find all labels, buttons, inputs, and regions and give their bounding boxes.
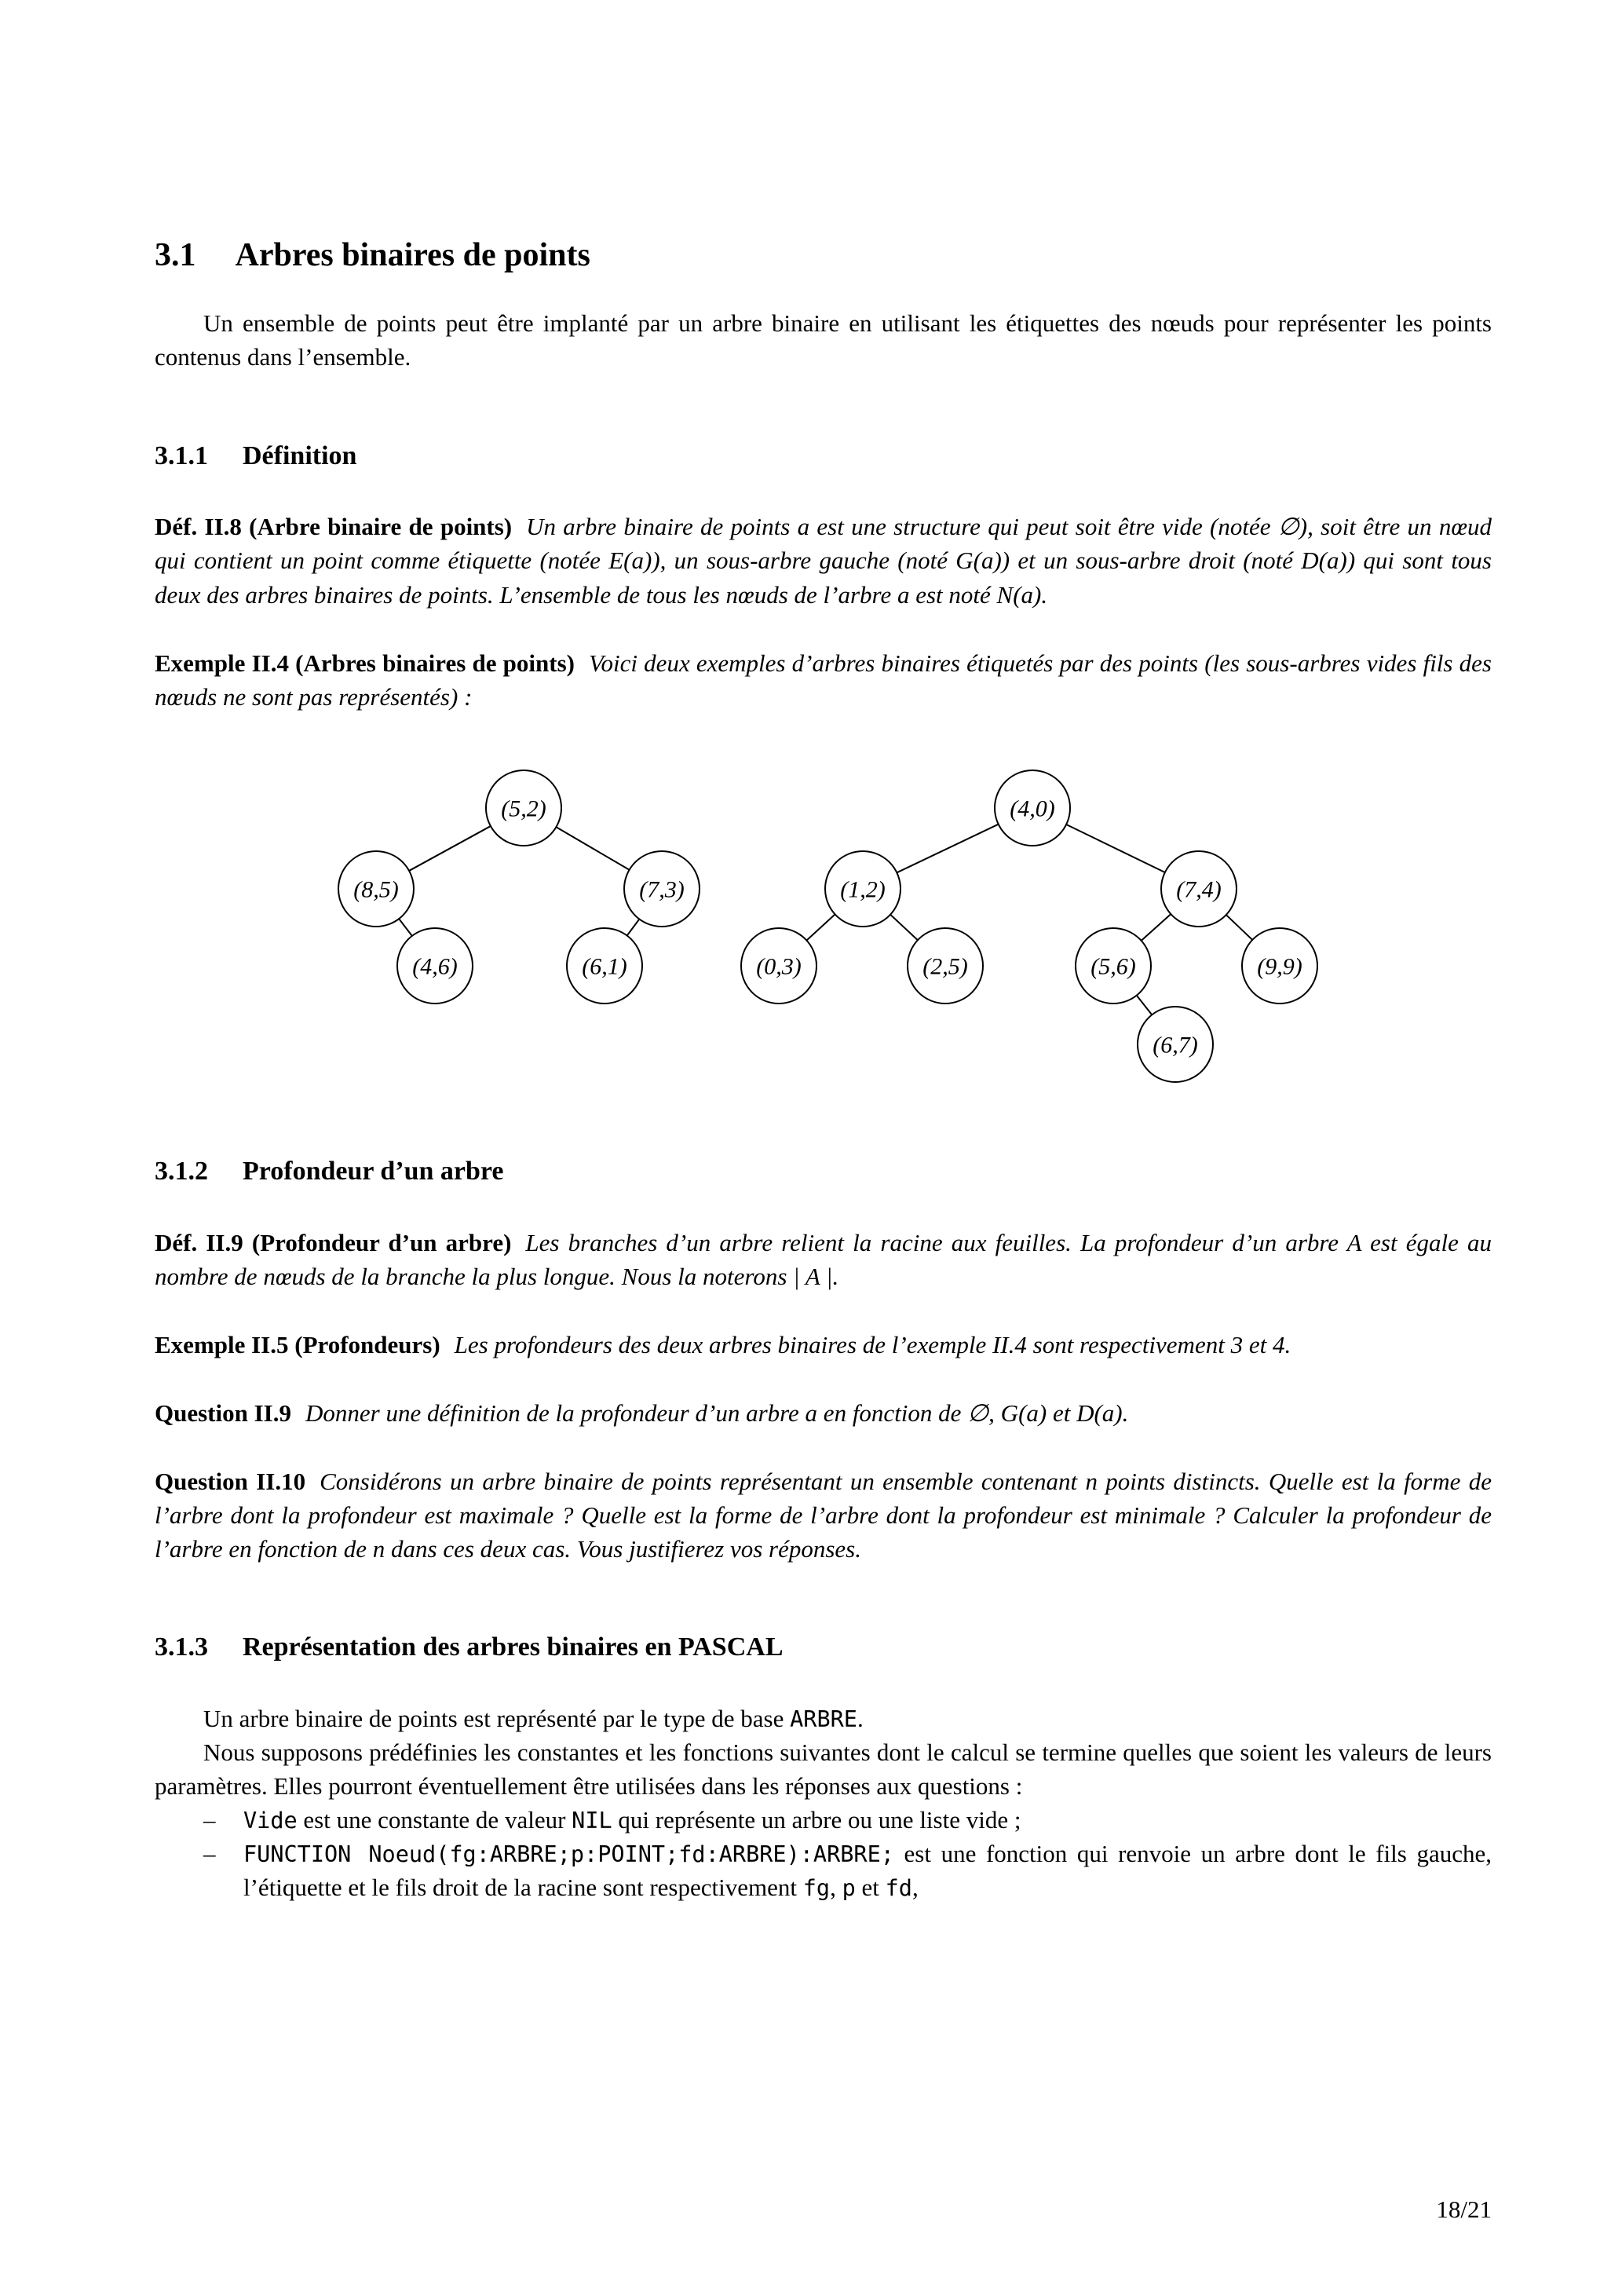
text-run: Exemple II.4 (Arbres binaires de points) [155, 649, 575, 677]
text-run: est une fonction qui renvoie un arbre dont le fils gauche, l’étiquette et le fils droit de la racine sont respectivement [243, 1840, 1492, 1902]
tree-edge [409, 826, 491, 871]
text-run: p [842, 1875, 856, 1902]
binary-tree-2 [741, 770, 1317, 1082]
tree-node-(4,0) [995, 770, 1070, 846]
definition-ii8-paragraph [155, 510, 1492, 611]
tree-edge [1066, 824, 1165, 872]
text-run: Vide [243, 1808, 298, 1834]
subsection-title: Représentation des arbres binaires en PASCAL [243, 1632, 784, 1662]
tree-node-label: (6,1) [582, 953, 627, 980]
text-run: , [830, 1874, 842, 1902]
tree-node-(5,6) [1076, 928, 1151, 1004]
list-item-text [243, 1840, 1492, 1901]
tree-node-label: (0,3) [756, 953, 802, 980]
tree-node-label: (7,4) [1176, 876, 1222, 903]
tree-node-label: (8,5) [353, 876, 399, 903]
section-title: Arbres binaires de points [235, 237, 590, 273]
list-dash-marker: – [203, 1840, 216, 1868]
tree-node-(5,2) [486, 770, 561, 846]
tree-edge [399, 919, 412, 936]
text-run: Question II.9 [155, 1398, 291, 1427]
binary-trees-diagram [155, 764, 1492, 1090]
tree-node-(1,2) [825, 851, 901, 927]
tree-edge [806, 914, 835, 940]
tree-node-label: (5,6) [1090, 953, 1136, 980]
text-run: Les branches d’un arbre relient la racine aux feuilles. La profondeur d’un arbre A est égale au nombre de nœuds de la branche la plus longue. Nous la noterons | A |. [155, 1228, 1492, 1290]
pascal-list-item-1 [155, 1803, 1492, 1837]
text-run: Déf. II.9 (Profondeur d’un arbre) [155, 1228, 512, 1256]
tree-node-label: (4,6) [412, 953, 458, 980]
text-run: Un arbre binaire de points est représenté par le type de base [203, 1704, 791, 1732]
tree-edge [890, 914, 918, 939]
tree-node-label: (1,2) [840, 876, 886, 903]
tree-edge [627, 919, 640, 935]
tree-node-(9,9) [1242, 928, 1317, 1004]
pascal-predefined-list [155, 1803, 1492, 1904]
text-run: , [911, 1874, 919, 1902]
example-ii4-paragraph [155, 646, 1492, 714]
tree-edge [1137, 995, 1152, 1015]
text-run: fd [885, 1875, 912, 1902]
tree-node-label: (6,7) [1153, 1032, 1198, 1058]
text-run: ARBRE [790, 1706, 857, 1732]
tree-node-(7,4) [1161, 851, 1237, 927]
definition-ii9-paragraph [155, 1226, 1492, 1293]
tree-edge [1142, 914, 1171, 941]
subsection-number: 3.1.2 [155, 1156, 208, 1186]
subsection-title: Définition [243, 441, 357, 470]
list-item-text [243, 1806, 1021, 1834]
tree-edge [897, 824, 998, 872]
page-content [155, 236, 1492, 1904]
text-run: Les profondeurs des deux arbres binaires de l’exemple II.4 sont respectivement 3 et 4. [454, 1330, 1291, 1358]
text-run: qui représente un arbre ou une liste vide ; [612, 1806, 1021, 1834]
subsection-title: Profondeur d’un arbre [243, 1156, 504, 1186]
tree-node-label: (9,9) [1257, 953, 1302, 980]
text-run: NIL [572, 1808, 612, 1834]
example-ii5-paragraph [155, 1328, 1492, 1362]
text-run: . [857, 1704, 864, 1732]
intro-paragraph [155, 306, 1492, 374]
tree-node-(4,6) [397, 928, 473, 1004]
tree-node-(6,1) [567, 928, 642, 1004]
section-number: 3.1 [155, 237, 196, 273]
subsection-number: 3.1.1 [155, 441, 208, 470]
tree-node-label: (2,5) [922, 953, 968, 980]
tree-node-(2,5) [908, 928, 983, 1004]
text-run: et [855, 1874, 886, 1902]
tree-edge [1226, 915, 1252, 940]
tree-node-(8,5) [338, 851, 414, 927]
question-ii9-paragraph [155, 1396, 1492, 1430]
subsection-heading-profondeur [155, 1156, 1492, 1188]
section-heading [155, 236, 1492, 275]
text-run: Déf. II.8 (Arbre binaire de points) [155, 513, 513, 541]
text-run: Donner une définition de la profondeur d’un arbre a en fonction de ∅, G(a) et D(a). [305, 1398, 1129, 1427]
list-dash-marker: – [203, 1806, 216, 1834]
text-run: Un arbre binaire de points a est une structure qui peut soit être vide (notée ∅), soit être un nœud qui contient un point comme étiquette (notée E(a)), un sous-arbre gauche (noté G(a)) et un sous-arbre droit (noté D(a)) qui sont tous deux des arbres binaires de points. L’ensemble de tous les nœuds de l’arbre a est noté N(a). [155, 513, 1492, 609]
tree-node-label: (4,0) [1010, 795, 1055, 822]
text-run: fg [802, 1875, 831, 1902]
tree-node-(6,7) [1138, 1007, 1213, 1082]
pascal-list-item-2 [155, 1837, 1492, 1904]
page-number: 18/21 [1436, 2195, 1492, 2223]
subsection-heading-definition [155, 441, 1492, 473]
tree-node-label: (7,3) [639, 876, 685, 903]
text-run: Un ensemble de points peut être implanté par un arbre binaire en utilisant les étiquettes des nœuds pour représenter les points contenus dans l’ensemble. [155, 309, 1492, 371]
question-ii10-paragraph [155, 1464, 1492, 1566]
text-run: Nous supposons prédéfinies les constantes et les fonctions suivantes dont le calcul se termine quelles que soient les valeurs de leurs paramètres. Elles pourront éventuellement être utilisées dans les réponses aux questions : [155, 1738, 1492, 1801]
tree-node-(7,3) [624, 851, 700, 927]
binary-trees-figure [155, 764, 1492, 1090]
text-run: Exemple II.5 (Profondeurs) [155, 1330, 440, 1358]
tree-edge [556, 827, 629, 870]
subsection-number: 3.1.3 [155, 1632, 208, 1662]
pascal-intro-paragraph-1 [155, 1702, 1492, 1735]
subsection-heading-pascal [155, 1632, 1492, 1664]
tree-node-(0,3) [741, 928, 816, 1004]
pascal-intro-paragraph-2 [155, 1735, 1492, 1803]
text-run: Considérons un arbre binaire de points représentant un ensemble contenant n points distincts. Quelle est la forme de l’arbre dont la profondeur est maximale ? Quelle est la forme de l’arbre dont la profondeur est minimale ? Calculer la profondeur de l’arbre en fonction de n dans ces deux cas. Vous justifierez vos réponses. [155, 1467, 1492, 1563]
text-run: FUNCTION Noeud(fg:ARBRE;p:POINT;fd:ARBRE):ARBRE; [243, 1841, 894, 1868]
text-run: est une constante de valeur [297, 1806, 572, 1834]
text-run: Voici deux exemples d’arbres binaires étiquetés par des points (les sous-arbres vides fils des nœuds ne sont pas représentés) : [155, 649, 1492, 711]
tree-node-label: (5,2) [501, 795, 546, 822]
binary-tree-1 [338, 770, 700, 1004]
text-run: Question II.10 [155, 1467, 306, 1495]
